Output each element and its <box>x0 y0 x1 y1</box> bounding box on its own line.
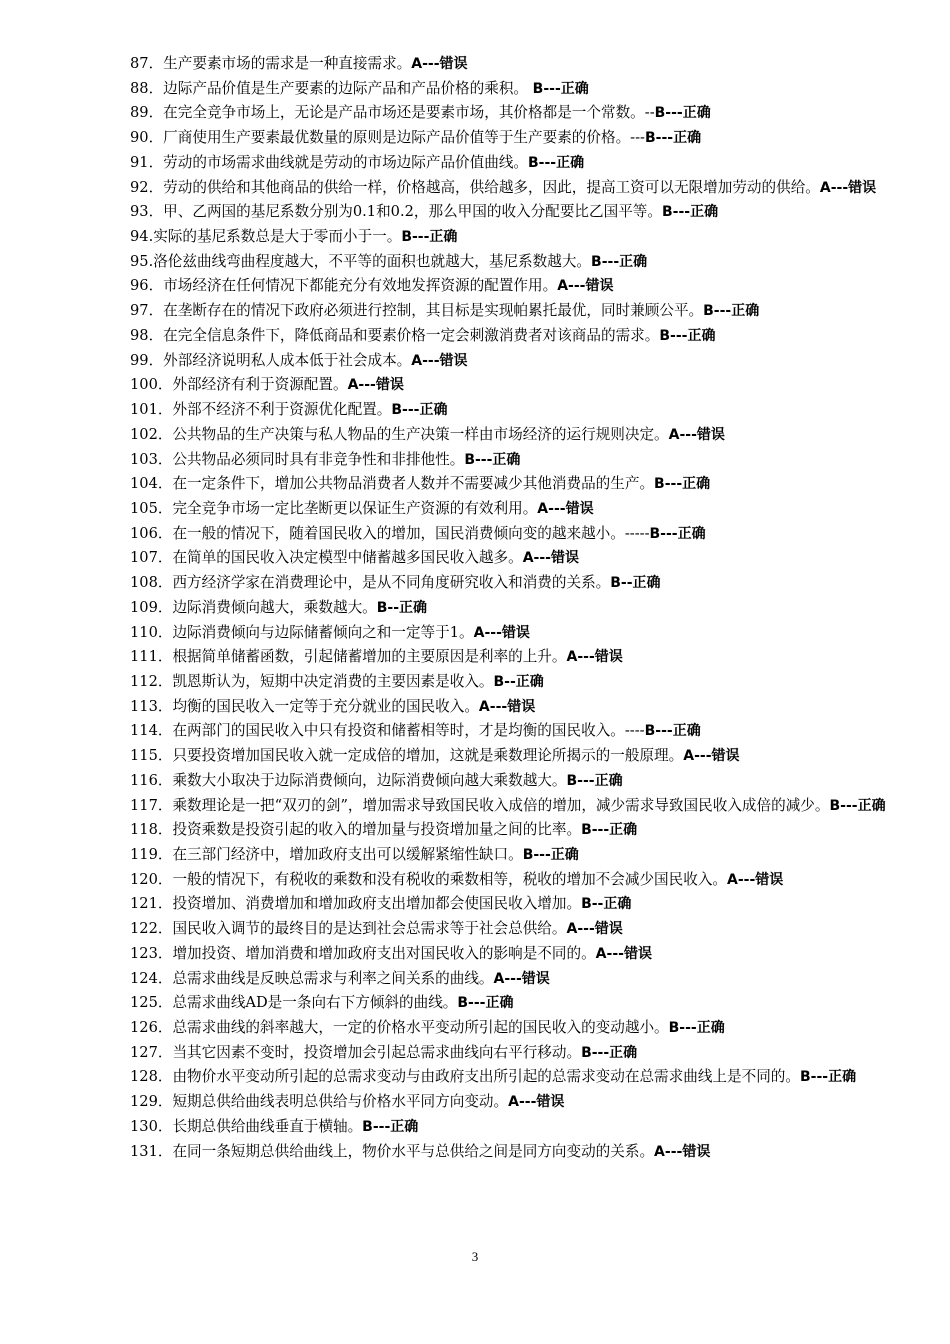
question-item <box>130 1090 895 1115</box>
answer-label: B---正确 <box>703 303 760 320</box>
question-item <box>130 497 895 522</box>
question-item <box>130 77 895 102</box>
question-text: 101．外部不经济不利于资源优化配置。 <box>130 401 392 419</box>
question-item <box>130 522 895 547</box>
question-item <box>130 472 895 497</box>
answer-label: B---正确 <box>829 797 886 814</box>
question-text: 99．外部经济说明私人成本低于社会成本。 <box>130 351 412 369</box>
question-text: 121．投资增加、消费增加和增加政府支出增加都会使国民收入增加。 <box>130 895 582 913</box>
question-item <box>130 868 895 893</box>
question-item <box>130 250 895 275</box>
question-item <box>130 892 895 917</box>
question-text: 102．公共物品的生产决策与私人物品的生产决策一样由市场经济的运行规则决定。 <box>130 425 669 443</box>
question-text: 117．乘数理论是一把“双刃的剑”，增加需求导致国民收入成倍的增加，减少需求导致国民收入成倍的减少。 <box>130 796 830 814</box>
question-text: 131．在同一条短期总供给曲线上，物价水平与总供给之间是同方向变动的关系。 <box>130 1142 655 1160</box>
question-item <box>130 818 895 843</box>
question-text: 92．劳动的供给和其他商品的供给一样，价格越高，供给越多，因此，提高工资可以无限增加劳动的供给。 <box>130 178 820 196</box>
question-text: 129．短期总供给曲线表明总供给与价格水平同方向变动。 <box>130 1093 509 1111</box>
question-item <box>130 1140 895 1165</box>
answer-label: A---错误 <box>727 871 784 888</box>
question-text: 125．总需求曲线AD是一条向右下方倾斜的曲线。 <box>130 994 458 1012</box>
answer-label: A---错误 <box>557 278 614 295</box>
question-text: 116．乘数大小取决于边际消费倾向，边际消费倾向越大乘数越大。 <box>130 771 567 789</box>
answer-label: B---正确 <box>644 723 701 740</box>
question-text: 90．厂商使用生产要素最优数量的原则是边际产品价值等于生产要素的价格。--- <box>130 129 645 147</box>
question-item <box>130 1115 895 1140</box>
question-item <box>130 571 895 596</box>
question-text: 113．均衡的国民收入一定等于充分就业的国民收入。 <box>130 697 479 715</box>
question-text: 123．增加投资、增加消费和增加政府支出对国民收入的影响是不同的。 <box>130 944 596 962</box>
question-item <box>130 1065 895 1090</box>
question-text: 130．长期总供给曲线垂直于横轴。 <box>130 1117 363 1135</box>
question-item <box>130 1041 895 1066</box>
answer-label: B--正确 <box>610 575 661 592</box>
answer-label: B---正确 <box>654 105 711 122</box>
question-text: 109．边际消费倾向越大，乘数越大。 <box>130 598 377 616</box>
question-item <box>130 942 895 967</box>
answer-label: B---正确 <box>649 525 706 542</box>
question-item <box>130 349 895 374</box>
answer-label: B---正确 <box>654 476 711 493</box>
answer-label: B---正确 <box>391 402 448 419</box>
answer-label: B---正确 <box>644 130 702 147</box>
question-text: 91．劳动的市场需求曲线就是劳动的市场边际产品价值曲线。 <box>130 153 529 171</box>
question-text: 93．甲、乙两国的基尼系数分别为0.1和0.2，那么甲国的收入分配要比乙国平等。 <box>130 203 662 221</box>
answer-label: B---正确 <box>662 204 719 221</box>
question-item <box>130 546 895 571</box>
question-text: 124．总需求曲线是反映总需求与利率之间关系的曲线。 <box>130 969 494 987</box>
answer-label: B---正确 <box>532 80 589 97</box>
question-text: 114．在两部门的国民收入中只有投资和储蓄相等时，才是均衡的国民收入。---- <box>130 722 645 740</box>
question-text: 96．市场经济在任何情况下都能充分有效地发挥资源的配置作用。 <box>130 277 558 295</box>
question-text: 103．公共物品必须同时具有非竞争性和非排他性。 <box>130 450 465 468</box>
question-item <box>130 423 895 448</box>
answer-label: A---错误 <box>473 624 530 641</box>
answer-label: B--正确 <box>493 673 544 690</box>
question-item <box>130 794 895 819</box>
question-item <box>130 324 895 349</box>
question-item <box>130 126 895 151</box>
answer-label: A---错误 <box>347 377 404 394</box>
answer-label: A---错误 <box>595 945 652 962</box>
question-text: 112．凯恩斯认为，短期中决定消费的主要因素是收入。 <box>130 672 494 690</box>
question-text: 104．在一定条件下，增加公共物品消费者人数并不需要减少其他消费品的生产。 <box>130 475 655 493</box>
question-item <box>130 52 895 77</box>
question-text: 115．只要投资增加国民收入就一定成倍的增加，这就是乘数理论所揭示的一般原理。 <box>130 747 684 765</box>
question-text: 97．在垄断存在的情况下政府必须进行控制，其目标是实现帕累托最优，同时兼顾公平。 <box>130 302 704 320</box>
answer-label: B---正确 <box>581 822 638 839</box>
answer-label: B---正确 <box>566 772 623 789</box>
answer-label: A---错误 <box>819 179 877 196</box>
question-item <box>130 200 895 225</box>
answer-label: B---正确 <box>799 1069 857 1086</box>
question-text: 110．边际消费倾向与边际储蓄倾向之和一定等于1。 <box>130 623 474 641</box>
question-text: 119．在三部门经济中，增加政府支出可以缓解紧缩性缺口。 <box>130 846 523 863</box>
question-item <box>130 744 895 769</box>
answer-label: A---错误 <box>522 550 579 567</box>
question-text: 95.洛伦兹曲线弯曲程度越大，不平等的面积也就越大，基尼系数越大。 <box>130 252 592 270</box>
question-item <box>130 645 895 670</box>
page-number: 3 <box>471 1249 479 1264</box>
answer-label: A---错误 <box>537 500 594 517</box>
question-item <box>130 448 895 473</box>
answer-label: A---错误 <box>683 748 740 765</box>
question-item <box>130 398 895 423</box>
answer-label: A---错误 <box>478 698 536 715</box>
question-item <box>130 695 895 720</box>
question-item <box>130 101 895 126</box>
question-text: 100．外部经济有利于资源配置。 <box>130 376 348 394</box>
answer-label: A---错误 <box>411 352 468 369</box>
question-text: 126．总需求曲线的斜率越大，一定的价格水平变动所引起的国民收入的变动越小。 <box>130 1019 669 1037</box>
question-text: 98．在完全信息条件下，降低商品和要素价格一定会刺激消费者对该商品的需求。 <box>130 326 660 344</box>
question-item <box>130 917 895 942</box>
answer-label: A---错误 <box>508 1094 565 1111</box>
answer-label: B---正确 <box>668 1020 725 1037</box>
answer-label: B---正确 <box>528 154 585 171</box>
question-item <box>130 843 895 868</box>
question-text: 108．西方经济学家在消费理论中，是从不同角度研究收入和消费的关系。 <box>130 574 611 592</box>
question-item <box>130 225 895 250</box>
question-item <box>130 299 895 324</box>
answer-label: B---正确 <box>457 995 514 1012</box>
answer-label: A---错误 <box>566 921 623 938</box>
answer-label: B---正确 <box>581 1044 638 1061</box>
question-text: 120．一般的情况下，有税收的乘数和没有税收的乘数相等，税收的增加不会减少国民收入。 <box>130 870 728 888</box>
question-item <box>130 1016 895 1041</box>
question-text: 87．生产要素市场的需求是一种直接需求。 <box>130 55 412 72</box>
answer-label: A---错误 <box>668 426 725 443</box>
answer-label: B---正确 <box>362 1118 419 1135</box>
question-text: 128．由物价水平变动所引起的总需求变动与由政府支出所引起的总需求变动在总需求曲线上是不同的。 <box>130 1068 800 1086</box>
question-text: 89．在完全竞争市场上，无论是产品市场还是要素市场，其价格都是一个常数。-- <box>130 104 655 122</box>
question-text: 127．当其它因素不变时，投资增加会引起总需求曲线向右平行移动。 <box>130 1043 582 1061</box>
answer-label: A---错误 <box>654 1143 711 1160</box>
question-text: 118．投资乘数是投资引起的收入的增加量与投资增加量之间的比率。 <box>130 821 582 839</box>
question-item <box>130 621 895 646</box>
question-text: 111．根据简单储蓄函数，引起储蓄增加的主要原因是利率的上升。 <box>130 648 567 666</box>
answer-label: B--正确 <box>581 896 632 913</box>
question-item <box>130 151 895 176</box>
question-list <box>130 52 895 1164</box>
question-item <box>130 596 895 621</box>
question-item <box>130 274 895 299</box>
question-text: 105．完全竞争市场一定比垄断更以保证生产资源的有效利用。 <box>130 499 538 517</box>
question-text: 106．在一般的情况下，随着国民收入的增加，国民消费倾向变的越来越小。----- <box>130 524 650 542</box>
answer-label: A---错误 <box>566 649 623 666</box>
answer-label: B---正确 <box>659 327 716 344</box>
question-item <box>130 769 895 794</box>
answer-label: B---正确 <box>464 451 521 468</box>
answer-label: B---正确 <box>401 229 458 246</box>
question-text: 122．国民收入调节的最终目的是达到社会总需求等于社会总供给。 <box>130 920 567 938</box>
question-item <box>130 373 895 398</box>
question-item <box>130 176 895 201</box>
answer-label: B--正确 <box>376 599 428 616</box>
question-item <box>130 670 895 695</box>
answer-label: B---正确 <box>591 253 648 270</box>
answer-label: A---错误 <box>493 970 550 987</box>
question-item <box>130 991 895 1016</box>
question-item <box>130 967 895 992</box>
question-item <box>130 719 895 744</box>
question-text: 94.实际的基尼系数总是大于零而小于一。 <box>130 228 402 246</box>
answer-label: A---错误 <box>411 56 468 72</box>
answer-label: B---正确 <box>522 847 579 863</box>
question-text: 107．在简单的国民收入决定模型中储蓄越多国民收入越多。 <box>130 549 523 567</box>
question-text: 88．边际产品价值是生产要素的边际产品和产品价格的乘积。 <box>130 79 533 97</box>
